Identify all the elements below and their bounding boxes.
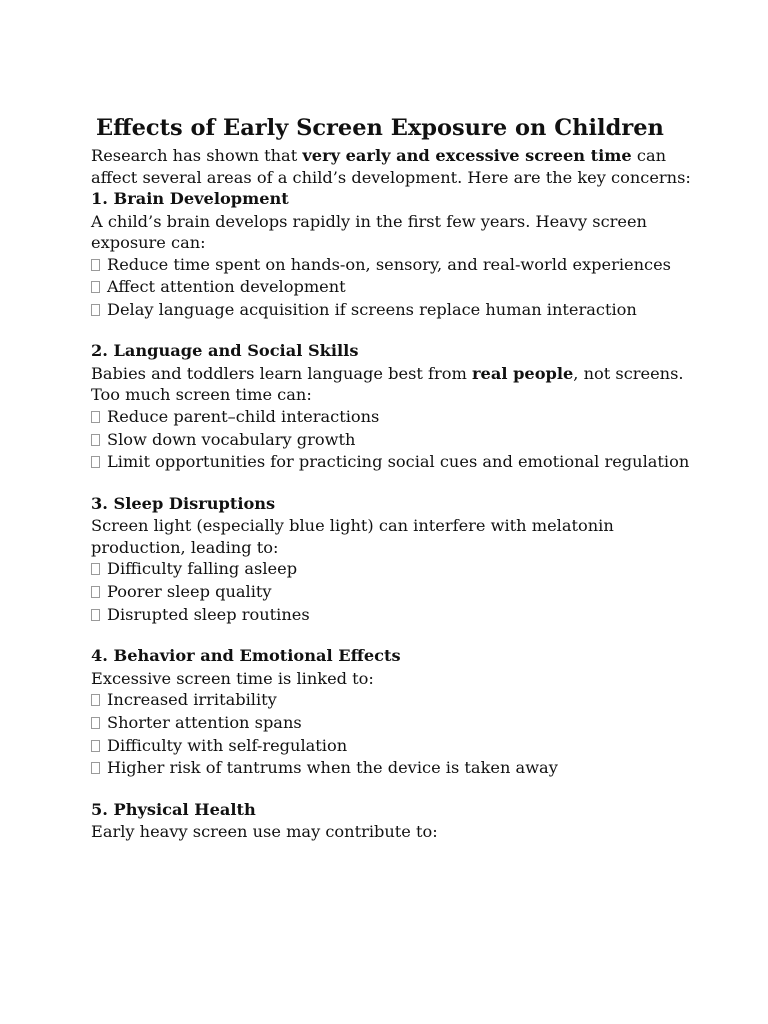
bullet-list — [91, 558, 691, 625]
bullet-text: Poorer sleep quality — [107, 581, 272, 601]
intro-text-after: can affect several areas of a child’s development. Here are the key concerns: — [91, 146, 691, 187]
missing-glyph-box-icon — [91, 717, 100, 729]
bullet-item — [91, 429, 691, 451]
missing-glyph-box-icon — [91, 304, 100, 316]
bullet-text: Limit opportunities for practicing social cues and emotional regulation — [107, 452, 690, 472]
section-paragraph-before: Screen light (especially blue light) can interfere with melatonin production, leading to: — [91, 516, 614, 557]
missing-glyph-box-icon — [91, 563, 100, 575]
section-heading: 3. Sleep Disruptions — [91, 493, 276, 513]
bullet-text: Difficulty falling asleep — [107, 559, 298, 579]
missing-glyph-box-icon — [91, 456, 100, 468]
section-paragraph-bold: real people — [472, 363, 574, 383]
section-paragraph-after: , not screens. Too much screen time can: — [91, 363, 684, 405]
bullet-item — [91, 712, 691, 734]
bullet-item — [91, 581, 691, 603]
section-heading: 1. Brain Development — [91, 189, 289, 208]
bullet-text: Difficulty with self-regulation — [107, 735, 348, 755]
bullet-text: Slow down vocabulary growth — [107, 429, 356, 449]
section-heading: 5. Physical Health — [91, 799, 256, 819]
intro-text-before: Research has shown that — [91, 146, 303, 165]
section-paragraph — [91, 515, 691, 558]
bullet-item — [91, 604, 691, 626]
section-block — [91, 493, 691, 625]
section-paragraph — [91, 211, 691, 254]
bullet-text: Reduce parent–child interactions — [107, 406, 380, 426]
intro-paragraph — [91, 145, 691, 188]
intro-text-bold: very early and excessive screen time — [302, 146, 632, 165]
bullet-text: Increased irritability — [107, 690, 277, 710]
missing-glyph-box-icon — [91, 434, 100, 446]
section-paragraph — [91, 363, 691, 406]
bullet-text: Delay language acquisition if screens replace human interaction — [107, 299, 637, 319]
section-block — [91, 340, 691, 472]
missing-glyph-box-icon — [91, 281, 100, 293]
bullet-item — [91, 406, 691, 428]
bullet-list — [91, 406, 691, 473]
bullet-text: Higher risk of tantrums when the device is taken away — [107, 758, 558, 778]
bullet-item — [91, 689, 691, 711]
document-page — [91, 113, 691, 863]
bullet-text: Reduce time spent on hands-on, sensory, and real-world experiences — [107, 254, 671, 274]
document-title — [91, 113, 691, 143]
missing-glyph-box-icon — [91, 411, 100, 423]
section-block — [91, 188, 691, 320]
section-paragraph-before: Babies and toddlers learn language best from — [91, 363, 472, 383]
section-block — [91, 645, 691, 779]
bullet-item — [91, 451, 691, 473]
section-block — [91, 799, 691, 843]
section-paragraph-before: Excessive screen time is linked to: — [91, 668, 374, 688]
section-heading: 2. Language and Social Skills — [91, 341, 359, 361]
bullet-text: Shorter attention spans — [107, 712, 302, 732]
bullet-text: Disrupted sleep routines — [107, 604, 310, 624]
section-paragraph — [91, 668, 691, 690]
section-paragraph-before: A child’s brain develops rapidly in the first few years. Heavy screen exposure can: — [91, 211, 647, 252]
section-paragraph-before: Early heavy screen use may contribute to: — [91, 822, 438, 842]
sections-container — [91, 188, 691, 843]
bullet-item — [91, 254, 691, 276]
bullet-item — [91, 735, 691, 757]
bullet-text: Affect attention development — [107, 277, 346, 297]
bullet-item — [91, 276, 691, 298]
missing-glyph-box-icon — [91, 694, 100, 706]
missing-glyph-box-icon — [91, 762, 100, 774]
missing-glyph-box-icon — [91, 609, 100, 621]
bullet-item — [91, 558, 691, 580]
missing-glyph-box-icon — [91, 259, 100, 271]
bullet-list — [91, 689, 691, 779]
missing-glyph-box-icon — [91, 586, 100, 598]
bullet-list — [91, 254, 691, 321]
bullet-item — [91, 299, 691, 321]
document-title-text: Effects of Early Screen Exposure on Children — [96, 115, 664, 141]
section-heading: 4. Behavior and Emotional Effects — [91, 646, 401, 666]
missing-glyph-box-icon — [91, 740, 100, 752]
section-paragraph — [91, 821, 691, 843]
bullet-item — [91, 757, 691, 779]
